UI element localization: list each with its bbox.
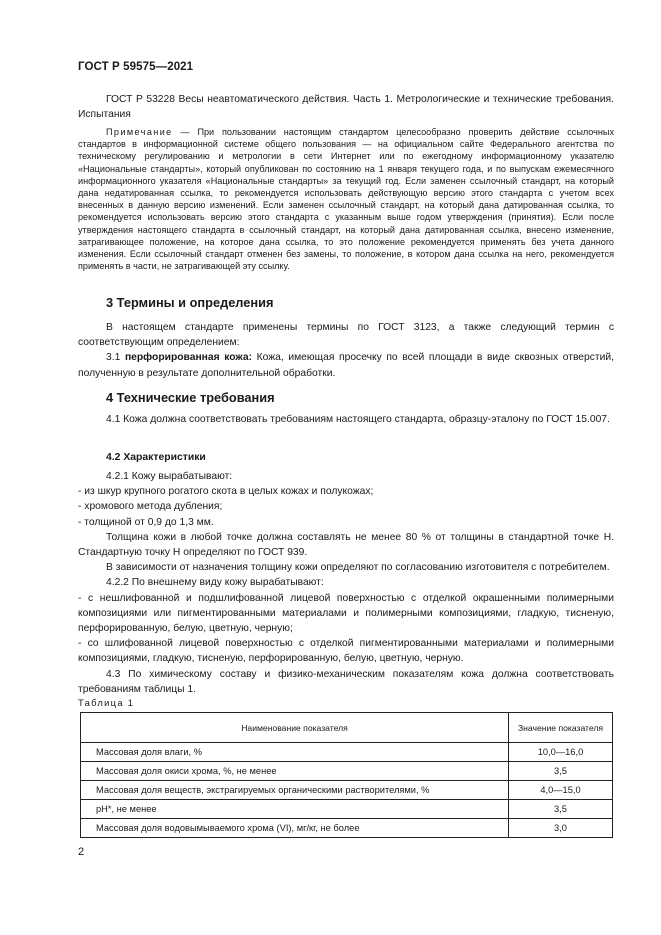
agreement-paragraph: В зависимости от назначения толщину кожи определяют по согласованию изготовителя с потребителем. <box>106 562 610 574</box>
list-item: - толщиной от 0,9 до 1,3 мм. <box>78 516 214 528</box>
table-cell-value: 3,5 <box>509 800 613 819</box>
table-caption: Таблица 1 <box>78 697 135 708</box>
note-text: — При пользовании настоящим стандартом целесообразно проверить действие ссылочных стандартов в информационной системе общего пользования — на официальном сайте Федерального агентства по техническому регулированию и метрологии в сети Интернет или по ежегодному информационному указателю «Национальные стандарты», который опубликован по состоянию на 1 января текущего года, и по выпускам ежемесячного информационного указателя «Национальные стандарты» за текущий год. Если заменен ссылочный стандарт, на который дана недатированная ссылка, то рекомендуется использовать действующую версию этого стандарта с учетом всех внесенных в данную версию изменений. Если заменен ссылочный стандарт, на который дана датированная ссылка, то рекомендуется использовать версию этого стандарта с указанным выше годом утверждения (принятия). Если после утверждения настоящего стандарта в ссылочный стандарт, на который дана датированная ссылка, внесено изменение, затрагивающее положение, на которое дана ссылка, то это положение рекомендуется применять без учета данного изменения. Если ссылочный стандарт отменен без замены, то положение, в котором дана ссылка на него, рекомендуется применять в части, не затрагивающей эту ссылку. <box>78 127 614 272</box>
note-block <box>78 126 614 272</box>
section-3-intro: В настоящем стандарте применены термины по ГОСТ 3123, а также следующий термин с соответствующим определением: <box>78 322 614 349</box>
table-cell-name: Массовая доля водовымываемого хрома (VI), мг/кг, не более <box>81 819 509 838</box>
list-item: - из шкур крупного рогатого скота в целых кожах и полукожах; <box>78 486 374 498</box>
term: перфорированная кожа: <box>124 352 253 364</box>
section-4-1 <box>78 412 614 427</box>
section-4-heading: 4 Технические требования <box>106 390 275 405</box>
list-item: - с нешлифованной и подшлифованной лицевой поверхностью с отделкой окрашенными полимерными композициями или пигментированными материалами и полимерными композициями, гладкую, тисненую, перфорированную, белую, цветную, черную; <box>78 592 614 635</box>
table-header-row <box>81 713 613 743</box>
list-item: - со шлифованной лицевой поверхностью с отделкой пигментированными материалами и полимерными композициями, гладкую, тисненую, перфорированную, белую, цветную, черную. <box>78 638 614 665</box>
reference-gost-53228: ГОСТ Р 53228 Весы неавтоматического действия. Часть 1. Метрологические и технические требования. Испытания <box>78 94 614 121</box>
properties-table <box>80 712 613 838</box>
table-cell-name: Массовая доля веществ, экстрагируемых органическими растворителями, % <box>81 781 509 800</box>
page-number: 2 <box>78 846 85 858</box>
table-row <box>81 762 613 781</box>
table-cell-name: Массовая доля влаги, % <box>81 743 509 762</box>
table-cell-value: 4,0—15,0 <box>509 781 613 800</box>
term-definition <box>78 350 614 380</box>
table-row <box>81 819 613 838</box>
normative-reference-block <box>78 92 614 122</box>
table-cell-value: 3,0 <box>509 819 613 838</box>
table-cell-value: 10,0—16,0 <box>509 743 613 762</box>
table-cell-value: 3,5 <box>509 762 613 781</box>
section-3-body <box>78 320 614 381</box>
table-row <box>81 781 613 800</box>
section-4-2-body <box>78 469 614 697</box>
table-row <box>81 800 613 819</box>
paragraph-4-1: 4.1 Кожа должна соответствовать требованиям настоящего стандарта, образцу-эталону по ГОСТ 15.007. <box>106 414 610 425</box>
column-header-value: Значение показателя <box>509 713 613 743</box>
table-cell-name: Массовая доля окиси хрома, %, не менее <box>81 762 509 781</box>
paragraph-4-3: 4.3 По химическому составу и физико-механическим показателям кожа должна соответствовать требованиям таблицы 1. <box>78 668 614 695</box>
subsection-4-2-heading: 4.2 Характеристики <box>106 452 206 463</box>
term-number: 3.1 <box>106 352 125 364</box>
paragraph-4-2-2: 4.2.2 По внешнему виду кожу вырабатывают: <box>106 577 324 589</box>
thickness-paragraph: Толщина кожи в любой точке должна составлять не менее 80 % от толщины в стандартной точке Н. Стандартную точку Н определяют по ГОСТ 939. <box>78 531 614 559</box>
table-cell-name: pH*, не менее <box>81 800 509 819</box>
standard-designation: ГОСТ Р 59575—2021 <box>78 61 194 73</box>
column-header-name: Наименование показателя <box>81 713 509 743</box>
list-item: - хромового метода дубления; <box>78 501 223 513</box>
definition: Кожа, имеющая просечку по всей площади в виде сквозных отверстий, полученную в результате дополнительной обработки. <box>78 352 614 379</box>
table-row <box>81 743 613 762</box>
paragraph-4-2-1: 4.2.1 Кожу вырабатывают: <box>106 471 233 482</box>
note-label: Примечание <box>106 127 173 137</box>
section-3-heading: 3 Термины и определения <box>106 295 274 310</box>
